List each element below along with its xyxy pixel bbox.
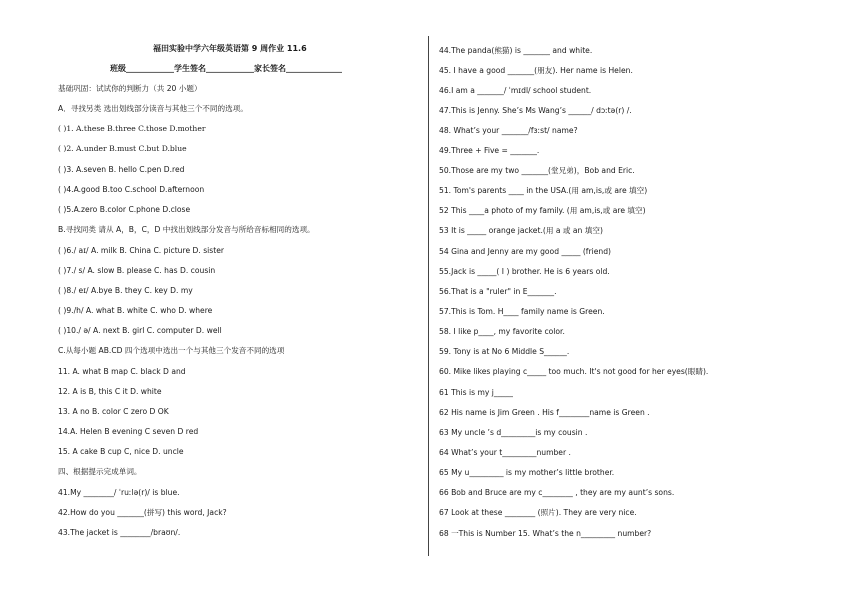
question-63: 63 My uncle ’s d_________is my cousin . xyxy=(439,428,588,437)
question-13: 13. A no B. color C zero D OK xyxy=(58,407,169,416)
question-8: ( )8./ eɪ/ A.bye B. they C. key D. my xyxy=(58,286,193,295)
section-c-heading: C.从每小题 AB.CD 四个选项中选出一个与其他三个发音不同的选项 xyxy=(58,346,285,355)
section-b-heading: B.寻找同类 请从 A，B，C，D 中找出划线部分发音与所给音标相同的选项。 xyxy=(58,225,315,234)
signature-line: 班级____________学生签名____________家长签名______________ xyxy=(110,64,342,73)
question-15: 15. A cake B cup C, nice D. uncle xyxy=(58,447,184,456)
question-47: 47.This is Jenny. She’s Ms Wang’s ______/ dɔːtə(r) /. xyxy=(439,106,632,115)
question-59: 59. Tony is at No 6 Middle S______. xyxy=(439,347,570,356)
question-55: 55.Jack is _____( I ) brother. He is 6 years old. xyxy=(439,267,610,276)
question-7: ( )7./ s/ A. slow B. please C. has D. cousin xyxy=(58,266,216,275)
question-54: 54 Gina and Jenny are my good _____ (friend) xyxy=(439,247,611,256)
question-67: 67 Look at these ________ (照片). They are very nice. xyxy=(439,508,637,517)
question-60: 60. Mike likes playing c_____ too much. It's not good for her eyes(眼睛). xyxy=(439,367,709,376)
worksheet-title: 福田实验中学六年级英语第 9 周作业 11.6 xyxy=(153,44,307,53)
question-43: 43.The jacket is ________/braʊn/. xyxy=(58,528,181,537)
section-d-heading: 四、根据提示完成单词。 xyxy=(58,467,142,476)
question-42: 42.How do you _______(拼写) this word, Jack? xyxy=(58,508,227,517)
section-a-heading: A．寻找另类 选出划线部分读音与其他三个不同的选项。 xyxy=(58,104,248,113)
question-11: 11. A. what B map C. black D and xyxy=(58,367,186,376)
column-divider xyxy=(428,36,429,556)
question-50: 50.Those are my two _______(堂兄弟)，Bob and Eric. xyxy=(439,166,635,175)
question-14: 14.A. Helen B evening C seven D red xyxy=(58,427,199,436)
question-56: 56.That is a "ruler" in E_______. xyxy=(439,287,557,296)
question-2: ( )2. A.under B.must C.but D.blue xyxy=(58,144,187,153)
question-46: 46.I am a _______/ ˈmɪdl/ school student. xyxy=(439,86,592,95)
question-66: 66 Bob and Bruce are my c________ , they are my aunt’s sons. xyxy=(439,488,675,497)
question-12: 12. A is B, this C it D. white xyxy=(58,387,162,396)
question-48: 48. What’s your _______/fɜːst/ name? xyxy=(439,126,578,135)
question-49: 49.Three + Five = _______. xyxy=(439,146,540,155)
question-64: 64 What’s your t_________number . xyxy=(439,448,571,457)
question-44: 44.The panda(熊猫) is _______ and white. xyxy=(439,46,593,55)
question-61: 61 This is my j_____ xyxy=(439,388,513,397)
question-53: 53 It is _____ orange jacket.(用 a 或 an 填空) xyxy=(439,226,603,235)
question-65: 65 My u_________ is my mother’s little brother. xyxy=(439,468,615,477)
question-1: ( )1. A.these B.three C.those D.mother xyxy=(58,124,206,133)
question-41: 41.My ________/ ˈruːlə(r)/ is blue. xyxy=(58,488,180,497)
question-5: ( )5.A.zero B.color C.phone D.close xyxy=(58,205,191,214)
question-52: 52 This ____a photo of my family. (用 am,is,或 are 填空) xyxy=(439,206,646,215)
question-45: 45. I have a good _______(朋友). Her name is Helen. xyxy=(439,66,633,75)
question-57: 57.This is Tom. H____ family name is Green. xyxy=(439,307,605,316)
question-4: ( )4.A.good B.too C.school D.afternoon xyxy=(58,185,205,194)
question-58: 58. I like p____, my favorite color. xyxy=(439,327,565,336)
question-3: ( )3. A.seven B. hello C.pen D.red xyxy=(58,165,185,174)
question-68: 68 一This is Number 15. What’s the n_________ number? xyxy=(439,529,652,538)
question-9: ( )9./h/ A. what B. white C. who D. where xyxy=(58,306,213,315)
intro-text: 基础巩固：试试你的判断力（共 20 小题） xyxy=(58,84,202,93)
question-10: ( )10./ ə/ A. next B. girl C. computer D. well xyxy=(58,326,222,335)
question-62: 62 His name is Jim Green . His f________name is Green . xyxy=(439,408,650,417)
question-6: ( )6./ aɪ/ A. milk B. China C. picture D. sister xyxy=(58,246,224,255)
question-51: 51. Tom's parents ____ in the USA.(用 am,is,或 are 填空) xyxy=(439,186,648,195)
